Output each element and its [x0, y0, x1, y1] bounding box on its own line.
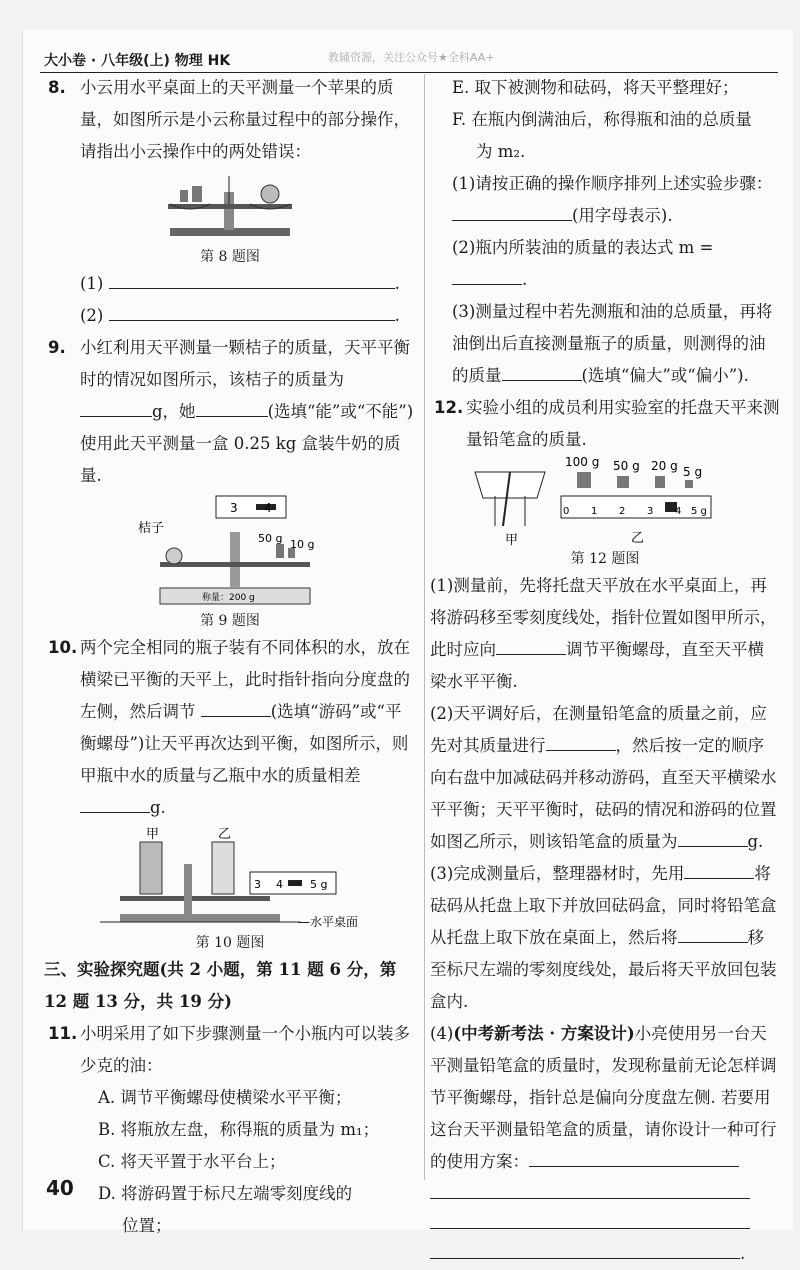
- q12-p3-end: 移至标尺左端的零刻度线处，最后将天平放回包装盒内.: [430, 928, 777, 1011]
- q12-label-jia: 甲: [505, 533, 519, 548]
- q8-answer-2: [44, 300, 416, 332]
- q8-b2-end: .: [394, 306, 400, 325]
- q9-blank-mass[interactable]: [80, 396, 152, 417]
- q10-desk-label: —水平桌面: [298, 915, 359, 929]
- q8-blank-1[interactable]: [109, 268, 395, 289]
- q9-balance-illustration: [130, 492, 330, 610]
- q12-figure: [430, 456, 780, 548]
- q12-label-yi: 乙: [631, 531, 645, 546]
- q12-blank-direction[interactable]: [496, 634, 566, 655]
- q11-step-e: E. 取下被测物和砝码，将天平整理好；: [452, 78, 739, 97]
- q12-part-1: [430, 570, 780, 698]
- left-column: [44, 72, 416, 1242]
- header-title: 大小卷 · 八年级(上) 物理 HK: [44, 53, 231, 69]
- q11-sub2-end: .: [522, 270, 528, 289]
- q12-p2-text: (2)天平调好后，在测量铅笔盒的质量之前，应先对其质量进行: [430, 704, 767, 755]
- q12-weight-20: 20 g: [651, 459, 678, 473]
- q12-illustration: [455, 456, 755, 548]
- q9-text-3: (选填“能”或“不能”)使用此天平测量一盒 0.25 kg 盒装牛奶的质量.: [80, 402, 414, 485]
- q9-scale-tick-3: 3: [230, 501, 238, 515]
- q12-weight-100: 100 g: [565, 456, 600, 469]
- q9-text-2: g，她: [152, 402, 196, 421]
- q12-p2-end: g.: [747, 832, 764, 851]
- question-8: [44, 72, 416, 168]
- q11-step-f-cont: 为 m₂.: [476, 142, 526, 161]
- q12-part-3: [430, 858, 780, 1018]
- q12-weight-50: 50 g: [613, 459, 640, 473]
- q12-blank-rider[interactable]: [678, 922, 748, 943]
- q12-answer-line-3: [430, 1208, 780, 1238]
- q9-blank-can[interactable]: [196, 396, 268, 417]
- q12-p4-end: .: [740, 1244, 746, 1263]
- q10-text-1: 两个完全相同的瓶子装有不同体积的水，放在横梁已平衡的天平上，此时指针指向分度盘的左侧，然后调节: [80, 638, 410, 721]
- q8-figure: [44, 168, 416, 246]
- q12-p4-num: (4): [430, 1024, 454, 1043]
- q12-caption: 第 12 题图: [570, 551, 640, 567]
- q12-p1-text: (1)测量前，先将托盘天平放在水平桌面上，再将游码移至零刻度线处，指针位置如图甲所示，此时应向: [430, 576, 777, 659]
- q12-scale-5: 5 g: [691, 506, 707, 517]
- q10-caption: 第 10 题图: [195, 935, 265, 951]
- q12-intro: 实验小组的成员利用实验室的托盘天平来测量铅笔盒的质量.: [466, 398, 780, 449]
- q11-sub-2: [430, 232, 780, 296]
- question-11: [44, 1018, 416, 1082]
- q12-blank-tool[interactable]: [684, 858, 754, 879]
- q12-scale-3: 3: [647, 506, 654, 517]
- q12-blank-plan-3[interactable]: [430, 1208, 750, 1229]
- q12-blank-plan-4[interactable]: [430, 1238, 740, 1259]
- q8-number: 8.: [48, 78, 66, 97]
- q9-fruit-label: 桔子: [138, 521, 165, 536]
- q10-label-yi: 乙: [218, 827, 232, 842]
- q9-number: 9.: [48, 338, 66, 357]
- q11-sub3-end: (选填“偏大”或“偏小”).: [581, 366, 749, 385]
- q8-b2-label: (2): [80, 306, 104, 325]
- q11-sub1-text: (1)请按正确的操作顺序排列上述实验步骤：: [452, 174, 773, 193]
- balance-apple-illustration: [150, 168, 310, 240]
- q11-intro: 小明采用了如下步骤测量一个小瓶内可以装多少克的油：: [80, 1024, 410, 1075]
- q12-blank-estimate[interactable]: [546, 730, 616, 751]
- q12-answer-line-2: [430, 1178, 780, 1208]
- question-12: [430, 392, 780, 456]
- q10-figure: [44, 824, 416, 932]
- q12-p1-end: 调节平衡螺母，直至天平横梁水平平衡.: [430, 640, 764, 691]
- q11-step-c: C. 将天平置于水平台上；: [98, 1152, 286, 1171]
- q9-scale-tick-4: 4: [264, 501, 272, 515]
- header-watermark: 教辅资源，关注公众号★全科AA+: [328, 51, 495, 64]
- q10-tick-3: 3: [254, 878, 261, 891]
- q8-caption: 第 8 题图: [200, 249, 260, 265]
- q11-blank-bias[interactable]: [502, 360, 582, 381]
- q11-sub-3: [430, 296, 780, 392]
- q10-balance-illustration: [100, 824, 360, 932]
- q8-b1-end: .: [394, 274, 400, 293]
- q12-part-4: [430, 1018, 780, 1178]
- q10-text-2: (选填“游码”或“平衡螺母”)让天平再次达到平衡，如图所示，则甲瓶中水的质量与乙瓶中水的质量相差: [80, 702, 409, 785]
- q12-p4-tag: (中考新考法 · 方案设计): [453, 1024, 635, 1043]
- q11-step-a: A. 调节平衡螺母使横梁水平平衡；: [98, 1088, 352, 1107]
- q10-label-jia: 甲: [146, 827, 160, 842]
- q9-text-1: 小红利用天平测量一颗桔子的质量，天平平衡时的情况如图所示，该桔子的质量为: [80, 338, 410, 389]
- q10-number: 10.: [48, 638, 78, 657]
- q9-weight-10: 10 g: [290, 538, 315, 551]
- q12-p4-text: 小亮使用另一台天平测量铅笔盒的质量时，发现称量前无论怎样调节平衡螺母，指针总是偏向分度盘左侧. 若要用这台天平测量铅笔盒的质量，请你设计一种可行的使用方案：: [430, 1024, 777, 1171]
- q12-part-2: [430, 698, 780, 858]
- q8-text: 小云用水平桌面上的天平测量一个苹果的质量，如图所示是小云称量过程中的部分操作，请指出小云操作中的两处错误：: [80, 78, 410, 161]
- page-number: 40: [46, 1176, 74, 1200]
- q12-scale-0: 0: [563, 506, 570, 517]
- right-column: [430, 72, 780, 1268]
- q11-step-d-cont: 位置；: [122, 1216, 172, 1235]
- q9-tray-label: 称量：200 g: [202, 593, 255, 603]
- q8-b1-label: (1): [80, 274, 104, 293]
- q11-number: 11.: [48, 1024, 78, 1043]
- section-3-heading: 三、实验探究题(共 2 小题，第 11 题 6 分，第 12 题 13 分，共 19 分): [44, 960, 397, 1011]
- q11-step-d: D. 将游码置于标尺左端零刻度线的: [98, 1184, 353, 1203]
- q12-scale-2: 2: [619, 506, 626, 517]
- q11-step-b: B. 将瓶放左盘，称得瓶的质量为 m₁；: [98, 1120, 380, 1139]
- q12-p3-text: (3)完成测量后，整理器材时，先用: [430, 864, 685, 883]
- q12-p2-mid: ，然后按一定的顺序向右盘中加减砝码并移动游码，直至天平横梁水平平衡；天平平衡时，砝码的情况和游码的位置如图乙所示，则该铅笔盒的质量为: [430, 736, 777, 851]
- q10-blank-adjust[interactable]: [201, 696, 271, 717]
- q9-weight-50: 50 g: [258, 532, 283, 545]
- q9-caption: 第 9 题图: [200, 613, 260, 629]
- q12-blank-plan-2[interactable]: [430, 1178, 750, 1199]
- question-10: [44, 632, 416, 824]
- q12-blank-plan-1[interactable]: [529, 1146, 739, 1167]
- q11-blank-expression[interactable]: [452, 264, 522, 285]
- q11-sub3-text: (3)测量过程中若先测瓶和油的总质量，再将油倒出后直接测量瓶子的质量，则测得的油的质量: [452, 302, 773, 385]
- q12-p3-mid: 将砝码从托盘上取下并放回砝码盒，同时将铅笔盒从托盘上取下放在桌面上，然后将: [430, 864, 777, 947]
- q10-blank-diff[interactable]: [80, 792, 150, 813]
- q12-blank-mass[interactable]: [678, 826, 748, 847]
- q12-weight-5: 5 g: [683, 465, 703, 479]
- q11-blank-order[interactable]: [452, 200, 572, 221]
- column-divider: [424, 74, 425, 1180]
- q10-tick-4: 4: [276, 878, 283, 891]
- q12-number: 12.: [434, 398, 464, 417]
- q11-sub1-end: (用字母表示).: [572, 206, 673, 225]
- q12-scale-1: 1: [591, 506, 598, 517]
- q11-sub-1: [430, 168, 780, 232]
- q9-figure: [44, 492, 416, 610]
- question-9: [44, 332, 416, 492]
- q10-text-3: g.: [150, 798, 166, 817]
- q10-tick-5: 5 g: [310, 878, 328, 891]
- q11-sub2-text: (2)瓶内所装油的质量的表达式 m =: [452, 238, 714, 257]
- q12-scale-4: 4: [675, 506, 682, 517]
- q11-step-f: F. 在瓶内倒满油后，称得瓶和油的总质量: [452, 110, 752, 129]
- q8-answer-1: [44, 268, 416, 300]
- q8-blank-2[interactable]: [109, 300, 395, 321]
